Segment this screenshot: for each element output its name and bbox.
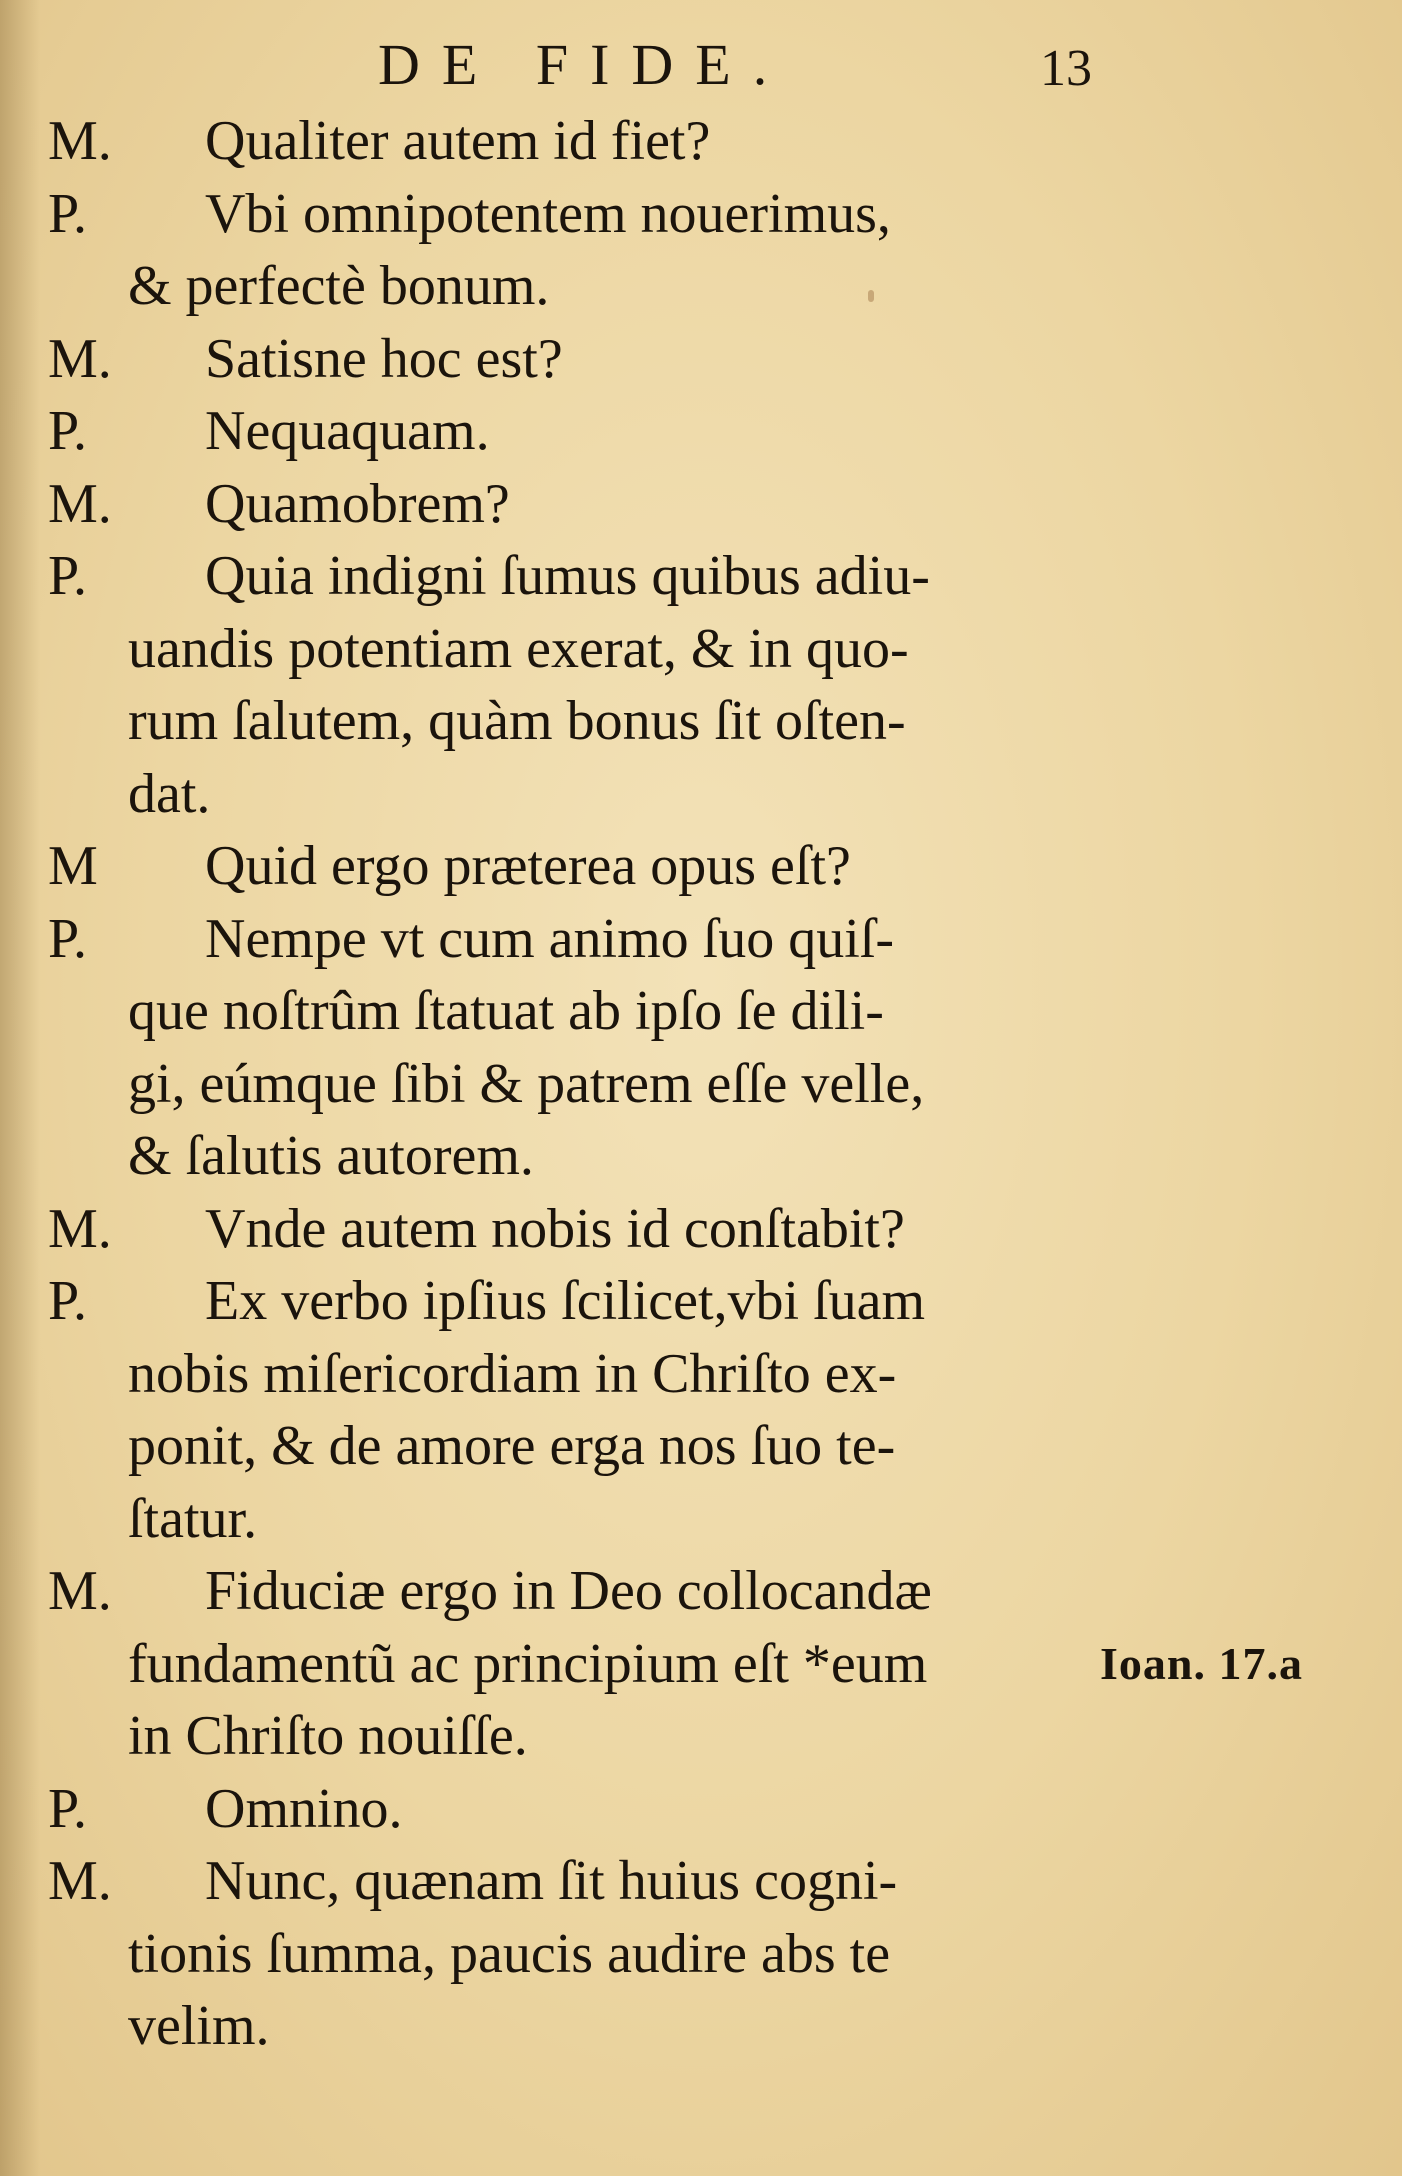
text-line: [0, 1048, 1402, 1121]
speech-block: [0, 468, 1402, 541]
speaker-label: M.: [48, 1850, 112, 1912]
speech-text: nobis miſericordiam in Chriſto ex-: [128, 1342, 897, 1405]
speech-text: Nunc, quænam ſit huius cogni-: [205, 1850, 898, 1912]
speaker-label: M.: [48, 110, 112, 172]
text-line: [0, 758, 1402, 831]
speech-text: & ſalutis autorem.: [128, 1125, 534, 1187]
speech-text: in Chriſto nouiſſe.: [128, 1705, 528, 1767]
speech-text: Qualiter autem id fiet?: [205, 110, 711, 172]
speech-block: [0, 105, 1402, 178]
speech-text: ſtatur.: [128, 1487, 258, 1550]
text-line: [0, 903, 1402, 976]
speaker-label: P.: [48, 1270, 87, 1332]
speaker-label: P.: [48, 182, 87, 245]
text-line: [0, 1628, 1402, 1701]
speech-text: Nempe vt cum animo ſuo quiſ-: [205, 907, 894, 970]
speech-text: velim.: [128, 1995, 270, 2057]
speaker-label: P.: [48, 1777, 87, 1840]
text-line: [0, 395, 1402, 468]
speech-text: fundamentũ ac principium eſt *eum: [128, 1632, 928, 1695]
speech-block: [0, 903, 1402, 1193]
text-line: [0, 1555, 1402, 1628]
speaker-label: M.: [48, 327, 112, 390]
speech-text: Vnde autem nobis id conſtabit?: [205, 1197, 905, 1260]
speech-block: [0, 1845, 1402, 2063]
speech-text: Vbi omnipotentem nouerimus,: [205, 182, 891, 245]
speech-text: Quia indigni ſumus quibus adiu-: [205, 545, 930, 607]
speech-block: [0, 395, 1402, 468]
speech-text: Quamobrem?: [205, 472, 510, 535]
dialogue-text: [0, 105, 1402, 2063]
speech-block: [0, 323, 1402, 396]
speaker-label: M.: [48, 472, 112, 535]
speech-text: & perfectè bonum.: [128, 255, 550, 317]
speech-text: Nequaquam.: [205, 400, 490, 462]
text-line: [0, 1193, 1402, 1266]
speech-text: gi, eúmque ſibi & patrem eſſe velle,: [128, 1052, 925, 1115]
text-line: [0, 250, 1402, 323]
text-line: [0, 1338, 1402, 1411]
speech-block: [0, 540, 1402, 830]
speech-text: que noſtrûm ſtatuat ab ipſo ſe dili-: [128, 980, 884, 1042]
speaker-label: M.: [48, 1560, 112, 1622]
speech-text: Ex verbo ipſius ſcilicet,vbi ſuam: [205, 1270, 926, 1332]
speaker-label: P.: [48, 400, 87, 462]
text-line: [0, 685, 1402, 758]
text-line: [0, 468, 1402, 541]
text-line: [0, 540, 1402, 613]
speech-text: Quid ergo præterea opus eſt?: [205, 835, 851, 897]
text-line: [0, 1773, 1402, 1846]
text-line: [0, 1120, 1402, 1193]
speech-block: [0, 1555, 1402, 1773]
page-number: 13: [1040, 40, 1092, 97]
speech-block: [0, 830, 1402, 903]
speech-text: rum ſalutem, quàm bonus ſit oſten-: [128, 690, 906, 752]
speech-block: [0, 1265, 1402, 1555]
speaker-label: P.: [48, 545, 87, 607]
text-line: [0, 178, 1402, 251]
speech-block: [0, 1773, 1402, 1846]
speech-text: Fiduciæ ergo in Deo collocandæ: [205, 1560, 932, 1622]
margin-note: Ioan. 17.a: [1100, 1637, 1303, 1689]
text-line: [0, 1700, 1402, 1773]
text-line: [0, 1990, 1402, 2063]
speech-text: dat.: [128, 762, 211, 825]
speech-text: Satisne hoc est?: [205, 327, 563, 390]
speech-block: [0, 178, 1402, 323]
speech-block: [0, 1193, 1402, 1266]
text-line: [0, 975, 1402, 1048]
text-line: [0, 1845, 1402, 1918]
speaker-label: M.: [48, 1197, 112, 1260]
speech-text: Omnino.: [205, 1777, 403, 1840]
text-line: [0, 613, 1402, 686]
text-line: [0, 1483, 1402, 1556]
running-title: DE FIDE.: [378, 32, 790, 97]
text-line: [0, 830, 1402, 903]
text-line: [0, 105, 1402, 178]
page-header: [0, 30, 1402, 110]
speaker-label: M: [48, 835, 98, 897]
speech-text: uandis potentiam exerat, & in quo-: [128, 617, 909, 680]
text-line: [0, 1410, 1402, 1483]
text-line: [0, 323, 1402, 396]
speech-text: ponit, & de amore erga nos ſuo te-: [128, 1415, 896, 1477]
speaker-label: P.: [48, 907, 87, 970]
text-line: [0, 1265, 1402, 1338]
speech-text: tionis ſumma, paucis audire abs te: [128, 1922, 891, 1985]
text-line: [0, 1918, 1402, 1991]
